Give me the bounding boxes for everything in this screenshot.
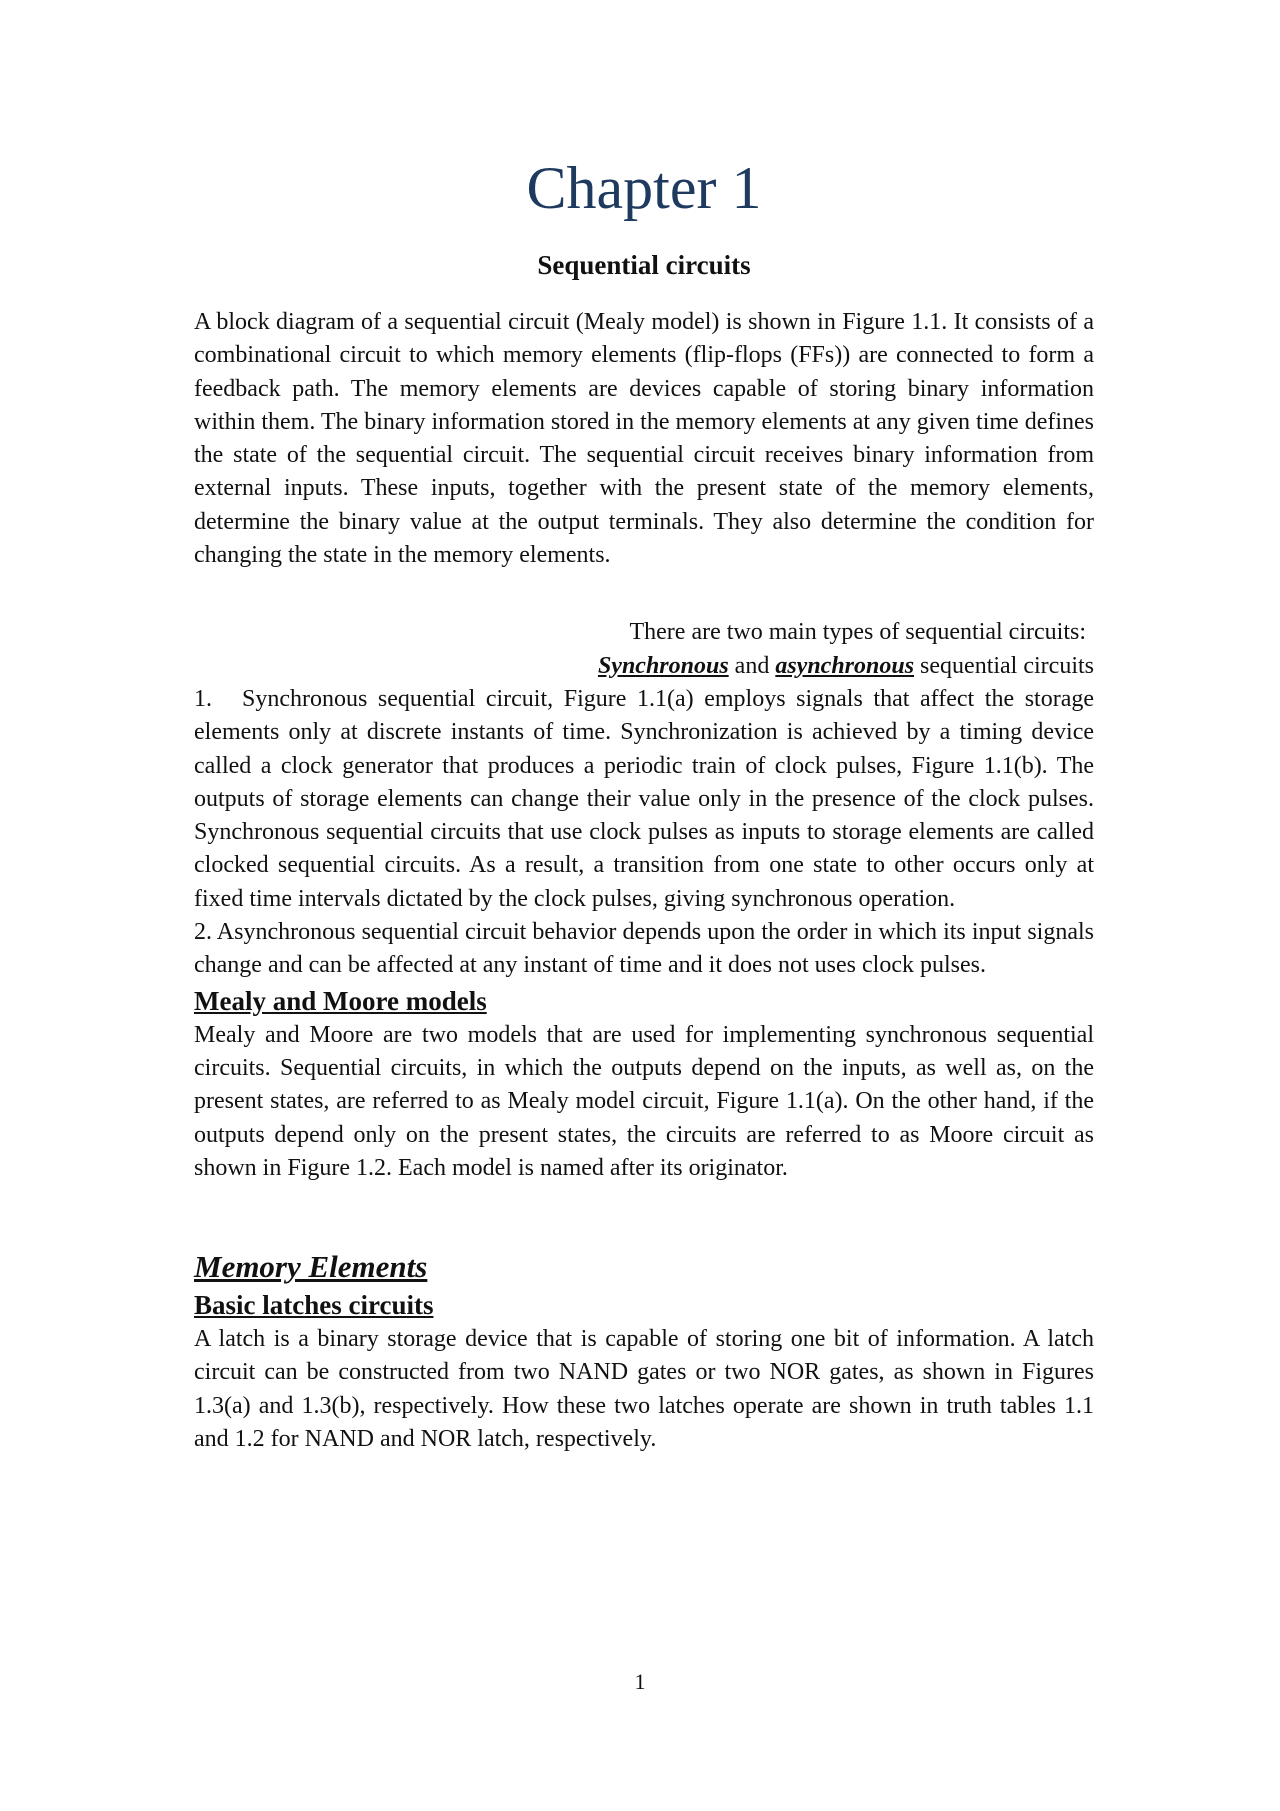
- and-text: and: [728, 652, 776, 679]
- mealy-moore-heading: Mealy and Moore models: [194, 985, 487, 1016]
- list-item-asynchronous: 2. Asynchronous sequential circuit behavior depends upon the order in which its input signals change and can be affected at any instant of time and it does not uses clock pulses.: [194, 919, 1094, 979]
- list-item-number: 1.: [194, 685, 212, 712]
- list-item-text: Synchronous sequential circuit, Figure 1.1(a) employs signals that affect the storage elements only at discrete instants of time. Synchronization is achieved by a timing device called a clock generator that produces a periodic train of clock pulses, Figure 1.1(b). The outputs of storage elements can change their value only in the presence of the clock pulses. Synchronous sequential circuits that use clock pulses as inputs to storage elements are called clocked sequential circuits. As a result, a transition from one state to other occurs only at fixed time intervals dictated by the clock pulses, giving synchronous operation.: [194, 685, 1094, 912]
- list-item-synchronous: [194, 683, 1094, 916]
- intro-paragraph: A block diagram of a sequential circuit (Mealy model) is shown in Figure 1.1. It consists of a combinational circuit to which memory elements (flip-flops (FFs)) are connected to form a feedback path. The memory elements are devices capable of storing binary information within them. The binary information stored in the memory elements at any given time defines the state of the sequential circuit. The sequential circuit receives binary information from external inputs. These inputs, together with the present state of the memory elements, determine the binary value at the output terminals. They also determine the condition for changing the state in the memory elements.: [194, 309, 1094, 569]
- types-intro: There are two main types of sequential circuits:: [629, 619, 1086, 646]
- mealy-moore-paragraph: Mealy and Moore are two models that are used for implementing synchronous sequential circuits. Sequential circuits, in which the outputs depend on the inputs, as well as, on the present states, are referred to as Mealy model circuit, Figure 1.1(a). On the other hand, if the outputs depend only on the present states, the circuits are referred to as Moore circuit as shown in Figure 1.2. Each model is named after its originator.: [194, 1021, 1094, 1181]
- latches-paragraph: A latch is a binary storage device that is capable of storing one bit of information. A latch circuit can be constructed from two NAND gates or two NOR gates, as shown in Figures 1.3(a) and 1.3(b), respectively. How these two latches operate are shown in truth tables 1.1 and 1.2 for NAND and NOR latch, respectively.: [194, 1326, 1094, 1453]
- types-line: [194, 650, 1094, 683]
- basic-latches-heading: Basic latches circuits: [194, 1290, 434, 1321]
- types-suffix: sequential circuits: [914, 652, 1094, 679]
- memory-elements-heading: Memory Elements: [194, 1249, 428, 1285]
- section-title: Sequential circuits: [537, 250, 751, 280]
- asynchronous-term: asynchronous: [775, 652, 915, 679]
- synchronous-term: Synchronous: [597, 652, 729, 679]
- page-number: 1: [634, 1669, 646, 1694]
- page-content: [194, 150, 1094, 1456]
- chapter-title: Chapter 1: [526, 155, 762, 221]
